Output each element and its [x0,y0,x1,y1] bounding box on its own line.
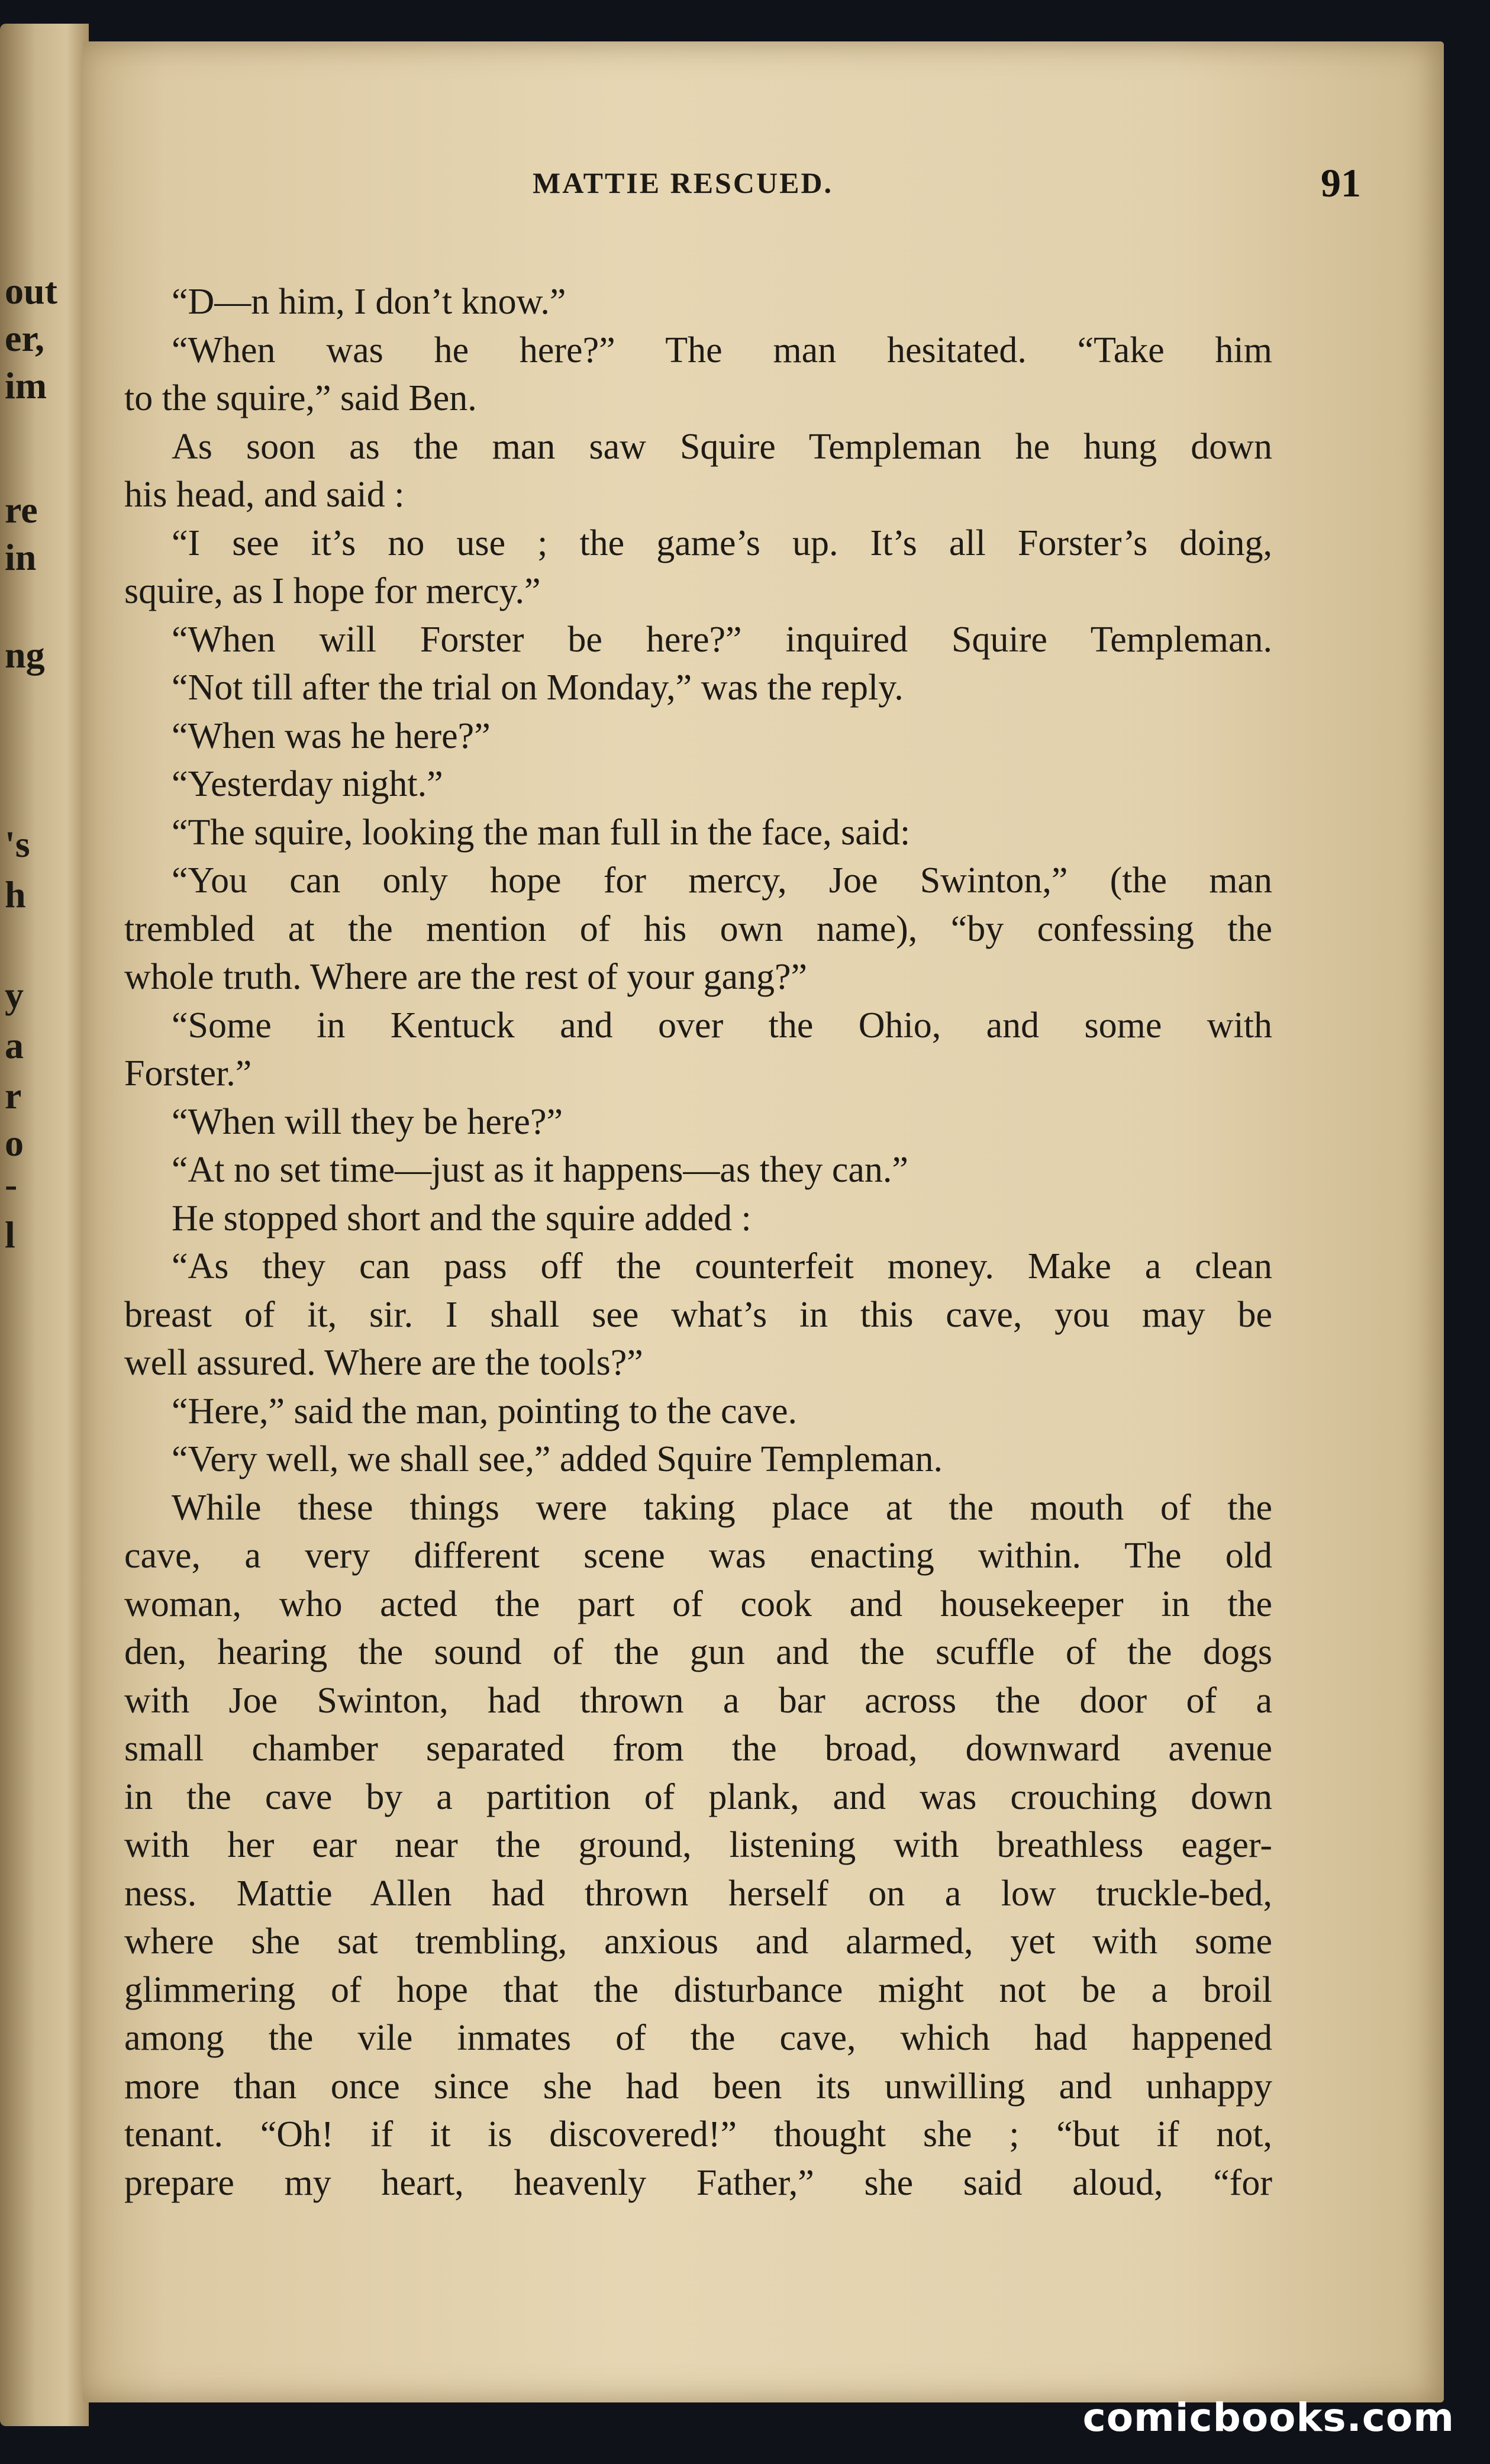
text-line: with her ear near the ground, listening with breathless eager- [124,1825,1272,1865]
text-line: more than once since she had been its unwilling and unhappy [124,2066,1272,2107]
text-line: “At no set time—just as it happens—as they can.” [172,1150,908,1190]
text-line: “Yesterday night.” [172,764,443,804]
text-line: among the vile inmates of the cave, which had happened [124,2018,1272,2058]
text-line: with Joe Swinton, had thrown a bar across the door of a [124,1680,1272,1721]
text-line: trembled at the mention of his own name), “by confessing the [124,908,1272,949]
text-line: den, hearing the sound of the gun and the scuffle of the dogs [124,1632,1272,1672]
text-line: He stopped short and the squire added : [172,1198,752,1239]
text-line: ness. Mattie Allen had thrown herself on a low truckle-bed, [124,1873,1272,1914]
prev-page-fragment: re [5,489,38,531]
text-line: woman, who acted the part of cook and housekeeper in the [124,1583,1272,1624]
text-line: Forster.” [124,1053,252,1094]
prev-page-fragment: r [5,1075,22,1117]
running-title: MATTIE RESCUED. [533,166,834,199]
book-page [83,41,1444,2402]
text-line: “Some in Kentuck and over the Ohio, and some with [172,1005,1272,1046]
text-line: “D—n him, I don’t know.” [172,282,566,322]
prev-page-fragment: out [5,270,57,312]
text-line: well assured. Where are the tools?” [124,1343,643,1383]
previous-page-edge [0,24,89,2426]
page-number: 91 [1321,160,1361,205]
prev-page-fragment: im [5,365,47,407]
text-line: “You can only hope for mercy, Joe Swinton,” (the man [172,860,1272,901]
text-line: cave, a very different scene was enacting within. The old [124,1536,1272,1576]
prev-page-fragment: h [5,873,26,915]
text-line: whole truth. Where are the rest of your gang?” [124,957,807,997]
page-header [533,160,1361,207]
text-line: glimmering of hope that the disturbance might not be a broil [124,1969,1272,2010]
text-line: “When was he here?” [172,715,491,756]
watermark: comicbooks.com [1082,2395,1454,2440]
text-line: his head, and said : [124,475,405,515]
text-line: to the squire,” said Ben. [124,378,477,418]
text-line: While these things were taking place at the mouth of the [172,1487,1272,1528]
prev-page-fragment: 's [5,823,30,865]
text-line: “I see it’s no use ; the game’s up. It’s all Forster’s doing, [172,523,1272,563]
body-text [124,278,1272,2207]
prev-page-fragment: - [5,1163,18,1205]
text-line: “Not till after the trial on Monday,” was the reply. [172,667,904,708]
text-line: small chamber separated from the broad, downward avenue [124,1728,1272,1769]
text-line: prepare my heart, heavenly Father,” she said aloud, “for [124,2162,1272,2203]
text-line: in the cave by a partition of plank, and was crouching down [124,1776,1272,1817]
text-line: “Here,” said the man, pointing to the cave. [172,1391,798,1431]
prev-page-fragment: l [5,1214,15,1256]
prev-page-fragment: y [5,974,24,1016]
prev-page-fragment: ng [5,634,45,676]
text-line: tenant. “Oh! if it is discovered!” thought she ; “but if not, [124,2114,1272,2155]
text-line: “When will Forster be here?” inquired Squire Templeman. [172,619,1272,660]
text-line: squire, as I hope for mercy.” [124,571,541,611]
text-line: As soon as the man saw Squire Templeman he hung down [172,426,1272,467]
text-line: “Very well, we shall see,” added Squire Templeman. [172,1439,943,1479]
text-line: “The squire, looking the man full in the face, said: [172,812,911,853]
prev-page-fragment: er, [5,317,44,359]
prev-page-fragment: o [5,1122,24,1164]
text-line: breast of it, sir. I shall see what’s in this cave, you may be [124,1294,1272,1335]
prev-page-fragment: a [5,1024,24,1066]
prev-page-fragment: in [5,536,37,578]
text-line: “When will they be here?” [172,1101,563,1142]
text-line: “As they can pass off the counterfeit money. Make a clean [172,1246,1272,1286]
text-line: where she sat trembling, anxious and alarmed, yet with some [124,1921,1272,1962]
text-line: “When was he here?” The man hesitated. “Take him [172,330,1272,370]
